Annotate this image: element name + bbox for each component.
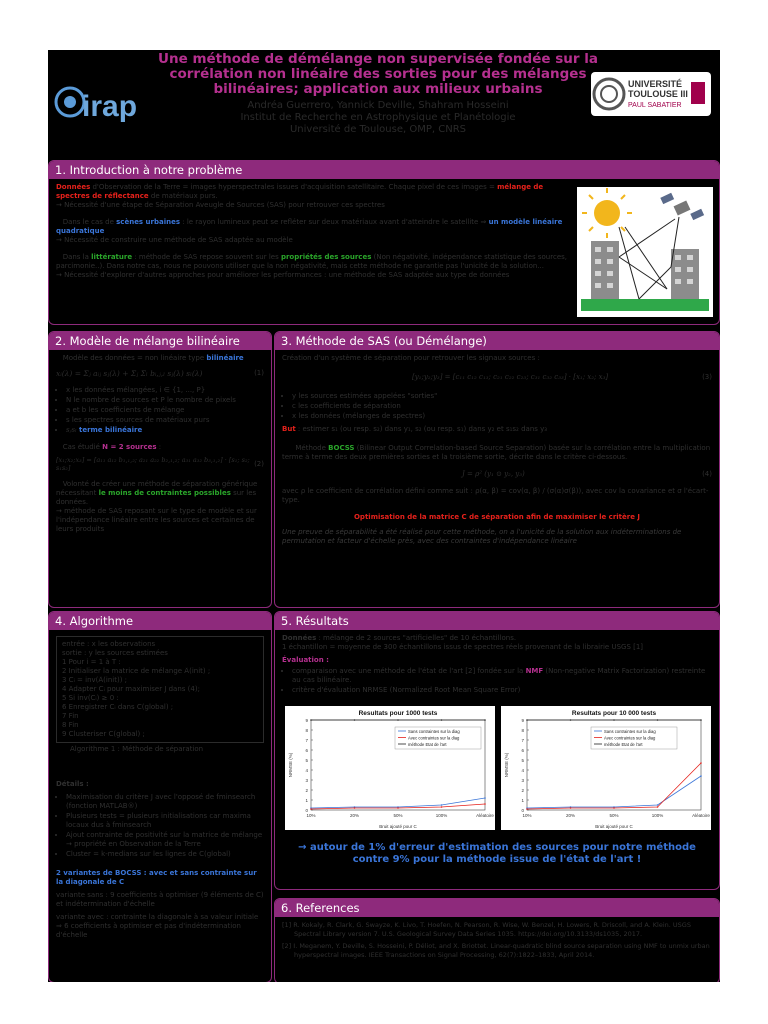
ut3-logo-line2: TOULOUSE III: [628, 89, 688, 99]
data-point: [657, 806, 659, 808]
data-point: [354, 807, 356, 809]
y-tick-label: 6: [521, 747, 524, 753]
rho-definition: avec ρ le coefficient de corrélation défini comme suit : ρ(α, β) = cov(α, β) / (σ(α)σ(β)), avec cov la covariance et σ l'écart-type.: [282, 487, 709, 504]
list-item: • c les coefficients de séparation: [292, 402, 712, 411]
y-tick-label: 9: [521, 717, 524, 723]
algo-line: 3 Cᵢ = inv(Â(init)) ;: [62, 676, 128, 684]
data-point: [397, 719, 399, 721]
equation-1: xᵢ(λ) = Σⱼ aᵢⱼ sⱼ(λ) + Σⱼ Σₗ bᵢ,ⱼ,ₗ sⱼ(λ) sₗ(λ) (1): [56, 369, 264, 378]
algo-line: 7 Fin: [62, 712, 79, 720]
separability-proof: Une preuve de séparabilité a été réalisé pour cette méthode, on a l'unicité de la solution aux indéterminations de permutation et facteur d'échelle près, avec des contraintes d'indépendance linéaire: [282, 528, 682, 545]
y-tick-label: 4: [305, 767, 308, 773]
evaluation-title: Évaluation :: [282, 656, 329, 664]
authors: Andréa Guerrero, Yannick Deville, Shahram Hosseini: [247, 100, 509, 111]
variant-1: variante sans : 9 coefficients à optimiser (9 éléments de C) et indétermination d'échelle: [56, 891, 264, 908]
list-item: • Cluster = k-medians sur les lignes de C(global): [66, 850, 264, 859]
model-will: Volonté de créer une méthode de séparation générique nécessitant le moins de contraintes possibles sur les données. → méthode de SAS reposant sur le type de modèle et sur l'indépendance linéaire entre les sources et certaines de leurs produits: [56, 480, 258, 533]
bocss-description: Méthode BOCSS (Bilinear Output Correlation-based Source Separation) basée sur la corrélation entre la multiplication terme à terme des deux premières sorties et la troisième sortie, décrite dans le critère ci-dessous.: [282, 444, 711, 461]
algo-line: 2 Initialiser la matrice de mélange Â(init) ;: [62, 667, 211, 675]
x-tick-label: Aléatoire: [692, 813, 710, 818]
poster: [48, 50, 720, 982]
x-tick-label: 20%: [349, 813, 360, 818]
algo-line: 8 Fin: [62, 721, 79, 729]
section-method: [274, 331, 720, 608]
intro-paragraph-3: Dans la littérature : méthode de SAS repose souvent sur les propriétés des sources (Non négativité, indépendance statistique des sources, parcimonie..). Dans notre cas, nous ne pouvons utiliser que la non négativité, mais cette méthode ne garantie pas l'unicité de la solution... → Nécessité d'explorer d'autres approches pour améliorer les performances : une méthode de SAS adaptée aux type de données: [56, 253, 567, 279]
x-tick-label: 10%: [306, 813, 316, 818]
list-item: • N le nombre de sources et P le nombre de pixels: [66, 396, 264, 405]
y-tick-label: 6: [305, 747, 308, 753]
chart-svg: [285, 706, 495, 830]
data-point: [526, 808, 528, 810]
y-tick-label: 9: [305, 717, 308, 723]
y-tick-label: 8: [305, 727, 308, 733]
x-tick-label: 100%: [435, 813, 448, 818]
results-conclusion: → autour de 1% d'erreur d'estimation des sources pour notre méthode contre 9% pour la méthode issue de l'état de l'art !: [298, 842, 696, 865]
ut3-logo-line3: PAUL SABATIER: [628, 102, 682, 109]
chart-title: Resultats pour 1000 tests: [358, 710, 438, 717]
intro-paragraph-1: Données d'Observation de la Terre = images hyperspectrales issues d'acquisition satellitaire. Chaque pixel de ces images = mélange de spectres de réflectance de matériaux purs. → Nécessité d'une étape de Séparation Aveugle de Sources (SAS) pour retrouver ces spectres: [56, 183, 544, 209]
data-point: [397, 807, 399, 809]
y-tick-label: 5: [521, 757, 524, 763]
x-tick-label: 50%: [393, 813, 403, 818]
x-tick-label: 20%: [565, 813, 576, 818]
section-introduction: [48, 160, 720, 325]
x-axis-label: Bruit ajouté pour C: [595, 824, 633, 829]
data-point: [310, 719, 312, 721]
ut3-logo: [591, 72, 711, 116]
reference-item: [2] I. Meganem, Y. Deville, S. Hosseini, P. Déliot, and X. Briottet. Linear-quadratic blind source separation using NMF to unmix urban hyperspectral images. IEEE Transactions on Signal Processing, 62(7):1822–1833, April 2014.: [282, 942, 710, 959]
list-item: • Plusieurs tests = plusieurs initialisations car maxima locaux dus à fminsearch: [66, 812, 264, 830]
list-item: • Ajout contrainte de positivité sur la matrice de mélange → propriété en Observation de la Terre: [66, 831, 264, 849]
university: Université de Toulouse, OMP, CNRS: [289, 124, 466, 135]
algorithm-caption: Algorithme 1 : Méthode de séparation: [70, 745, 204, 753]
y-tick-label: 1: [521, 797, 524, 803]
data-point: [570, 719, 572, 721]
satellite-icon: [660, 193, 704, 220]
intro-paragraph-2: Dans le cas de scènes urbaines : le rayon lumineux peut se refléter sur deux matériaux avant d'atteindre le satellite ⇒ un modèle linéaire quadratique → Nécessité de construire une méthode de SAS adaptée au modèle: [56, 218, 563, 244]
data-point: [657, 719, 659, 721]
algo-line: 1 Pour i = 1 à T :: [62, 658, 121, 666]
algo-line: 9 Clusteriser C(global) ;: [62, 730, 145, 738]
y-tick-label: 1: [305, 797, 308, 803]
chart-title: Resultats pour 10 000 tests: [571, 710, 657, 717]
section-title: 5. Résultats: [275, 612, 719, 630]
y-tick-label: 3: [521, 777, 524, 783]
results-data: Données : mélange de 2 sources "artificielles" de 10 échantillons. 1 échantillon = moyenne de 300 échantillons issus de spectres réels provenant de la librairie USGS [1]: [282, 634, 644, 651]
x-tick-label: 50%: [609, 813, 619, 818]
x-tick-label: 100%: [651, 813, 664, 818]
section-results: [274, 611, 720, 890]
y-tick-label: 0: [521, 807, 524, 813]
variant-2: variante avec : contrainte la diagonale à sa valeur initiale ⇒ 6 coefficients à optimiser et pas d'indétermination d'échelle: [56, 913, 259, 939]
model-bullets: [56, 386, 264, 435]
data-point: [484, 719, 486, 721]
case-studied: Cas étudié N = 2 sources :: [62, 443, 162, 451]
data-point: [613, 719, 615, 721]
method-goal: But : estimer s₁ (ou resp. s₂) dans y₁, s₂ (ou resp. s₁) dans y₂ et s₁s₂ dans y₃: [282, 425, 548, 433]
section-title: 4. Algorithme: [49, 612, 271, 630]
list-item: • x les données mélangées, i ∈ {1, ..., P}: [66, 386, 264, 395]
method-intro: Création d'un système de séparation pour retrouver les signaux sources :: [282, 354, 540, 362]
y-tick-label: 0: [305, 807, 308, 813]
legend-label: Sans contraintes sur la diag: [408, 728, 460, 734]
y-tick-label: 2: [305, 787, 308, 793]
ut3-logo-line1: UNIVERSITÉ: [628, 79, 683, 89]
list-item: • y les sources estimées appelées "sorties": [292, 392, 712, 401]
data-point: [700, 775, 702, 777]
list-item: • critère d'évaluation NRMSE (Normalized Root Mean Square Error): [292, 686, 712, 695]
y-tick-label: 3: [305, 777, 308, 783]
algo-line: 4 Adapter Cᵢ pour maximiser J dans (4);: [62, 685, 200, 693]
legend-label: méthode Etat de l'art: [408, 741, 447, 747]
y-tick-label: 7: [305, 737, 308, 743]
data-point: [700, 762, 702, 764]
urban-scene-illustration: [577, 187, 713, 317]
x-axis-label: Bruit ajouté pour C: [379, 824, 417, 829]
y-tick-label: 2: [521, 787, 524, 793]
reference-item: [1] R. Kokaly, R. Clark, G. Swayze, K. Livo, T. Hoefen, N. Pearson, R. Wise, W. Benzel, H. Lowers, R. Driscoll, and A. Klein. USGS Spectral Library version 7. U.S. Geological Survey Data Series 1035. https://doi.org/10.3133/ds1035, 2017.: [282, 921, 691, 938]
institute: Institut de Recherche en Astrophysique et Planétologie: [240, 112, 516, 123]
list-item: • x les données (mélanges de spectres): [292, 412, 712, 421]
equation-3: [y₁;y₂;y₃] = [c₁₁ c₁₂ c₁₃; c₂₁ c₂₂ c₂₃; c₃₁ c₃₂ c₃₃] · [x₁; x₂; x₃] (3): [412, 373, 712, 381]
data-point: [310, 808, 312, 810]
details-list: [56, 793, 264, 859]
section-title: 1. Introduction à notre problème: [49, 161, 719, 179]
y-tick-label: 8: [521, 727, 524, 733]
section-algorithm: [48, 611, 272, 982]
method-bullets: [282, 392, 712, 421]
section-title: 6. References: [275, 899, 719, 917]
legend-label: Avec contraintes sur la diag: [408, 735, 460, 741]
series-line-1: [527, 763, 701, 809]
data-point: [657, 804, 659, 806]
data-point: [570, 807, 572, 809]
list-item: • a et b les coefficients de mélange: [66, 406, 264, 415]
x-tick-label: Aléatoire: [476, 813, 494, 818]
chart-1000-tests: [285, 706, 495, 830]
y-tick-label: 4: [521, 767, 524, 773]
y-axis-label: NRMSE (%): [504, 752, 509, 778]
section-title: 3. Méthode de SAS (ou Démélange): [275, 332, 719, 350]
list-item: • Maximisation du critère J avec l'opposé de fminsearch (fonction MATLAB®): [66, 793, 264, 811]
optimization-note: Optimisation de la matrice C de séparation afin de maximiser le critère J: [353, 513, 640, 521]
list-item: • s les spectres sources de matériaux purs: [66, 416, 264, 425]
data-point: [441, 804, 443, 806]
data-point: [441, 719, 443, 721]
y-axis-label: NRMSE (%): [288, 752, 293, 778]
algorithm-box: [56, 636, 264, 743]
list-item: • comparaison avec une méthode de l'état de l'art [2] fondée sur la NMF (Non-negative Matrix Factorization) restreinte au cas bilinéaire.: [292, 667, 712, 685]
variants-title: 2 variantes de BOCSS : avec et sans contrainte sur la diagonale de C: [56, 869, 257, 886]
data-point: [613, 807, 615, 809]
legend-label: Avec contraintes sur la diag: [604, 735, 656, 741]
evaluation-list: [282, 667, 712, 695]
irap-logo-text: irap: [82, 90, 138, 123]
irap-logo: [52, 72, 152, 130]
chart-10000-tests: [501, 706, 711, 830]
section-title: 2. Modèle de mélange bilinéaire: [49, 332, 271, 350]
algo-line: 5 Si inv(Cᵢ) ≥ 0 :: [62, 694, 119, 702]
x-tick-label: 10%: [522, 813, 532, 818]
data-point: [441, 806, 443, 808]
legend-label: Sans contraintes sur la diag: [604, 728, 656, 734]
data-point: [700, 719, 702, 721]
equation-2: [x₁;x₂;x₃] = [a₁₁ a₁₂ b₁,₁,₂; a₂₁ a₂₂ b₂,₁,₂; a₃₁ a₃₂ b₃,₁,₂] · [s₁; s₂; s₁s₂] (2): [56, 456, 264, 472]
algo-line: 6 Enregistrer Cᵢ dans C(global) ;: [62, 703, 174, 711]
data-point: [526, 719, 528, 721]
y-tick-label: 7: [521, 737, 524, 743]
poster-title: Une méthode de démélange non supervisée fondée sur la corrélation non linéaire des sorties pour des mélanges bilinéaires; application aux milieux urbains: [158, 51, 598, 97]
data-point: [354, 719, 356, 721]
series-line-0: [527, 776, 701, 808]
algo-line: entrée : x les observations: [62, 640, 156, 648]
legend-label: méthode Etat de l'art: [604, 741, 643, 747]
details-title: Détails :: [56, 780, 89, 788]
list-item: • sⱼsₗ terme bilinéaire: [66, 426, 264, 435]
model-intro: Modèle des données = non linéaire type bilinéaire: [62, 354, 244, 362]
data-point: [484, 803, 486, 805]
equation-4: J = ρ² (y₁ ⊙ y₂, y₃) (4): [462, 470, 712, 478]
section-model: [48, 331, 272, 608]
section-references: [274, 898, 720, 982]
chart-svg: [501, 706, 711, 830]
algo-line: sortie : y les sources estimées: [62, 649, 168, 657]
y-tick-label: 5: [305, 757, 308, 763]
data-point: [484, 797, 486, 799]
